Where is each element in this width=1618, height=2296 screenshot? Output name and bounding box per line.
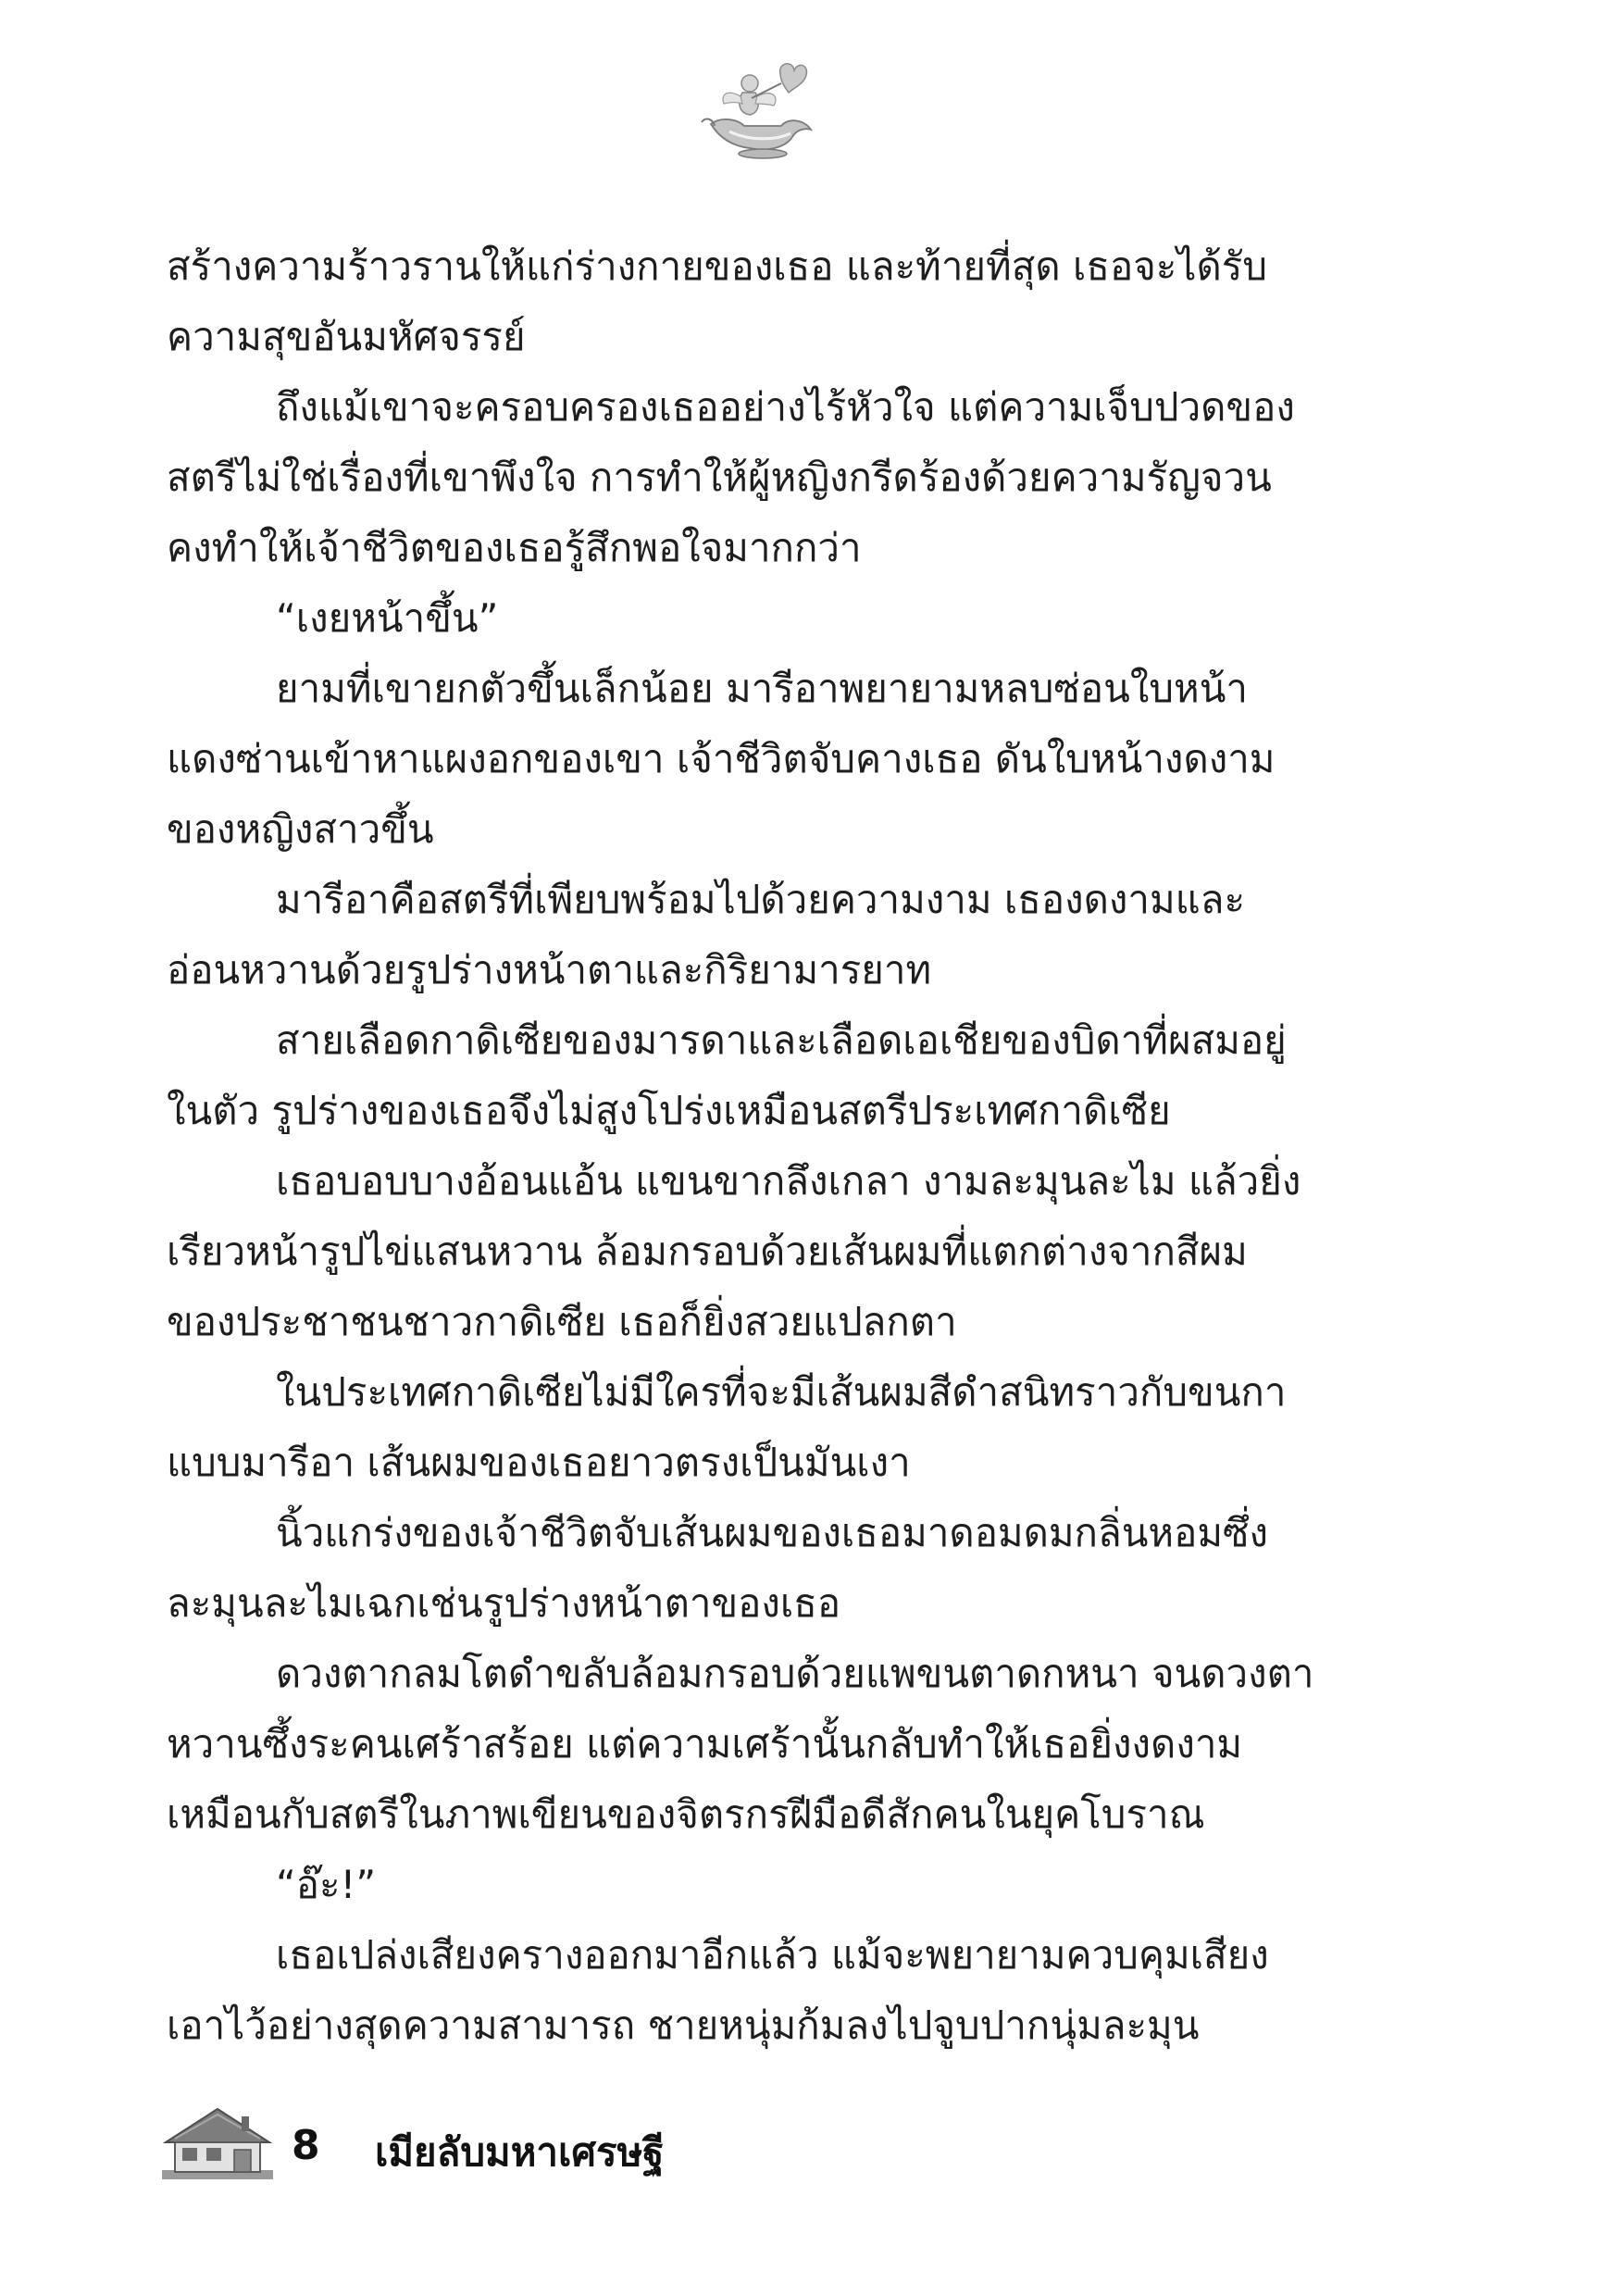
lamp-cupid-ornament-icon — [692, 56, 822, 167]
book-title: เมียลับมหาเศรษฐี — [375, 2129, 665, 2175]
text-line: มารีอาคือสตรีที่เพียบพร้อมไปด้วยความงาม เธองดงามและ — [276, 877, 1246, 922]
page-number: 8 — [292, 2122, 320, 2169]
text-line: “เงยหน้าขึ้น” — [276, 595, 499, 641]
text-line: คงทำให้เจ้าชีวิตของเธอรู้สึกพอใจมากกว่า — [167, 525, 862, 570]
house-icon — [162, 2102, 273, 2185]
text-line: ความสุขอันมหัศจรรย์ — [167, 314, 526, 359]
text-line: เธอบอบบางอ้อนแอ้น แขนขากลึงเกลา งามละมุนละไม แล้วยิ่ง — [276, 1158, 1301, 1204]
text-line: แบบมารีอา เส้นผมของเธอยาวตรงเป็นมันเงา — [167, 1440, 911, 1485]
text-line: เรียวหน้ารูปไข่แสนหวาน ล้อมกรอบด้วยเส้นผมที่แตกต่างจากสีผม — [167, 1229, 1248, 1274]
text-line: ละมุนละไมเฉกเช่นรูปร่างหน้าตาของเธอ — [167, 1580, 841, 1626]
text-line: นิ้วแกร่งของเจ้าชีวิตจับเส้นผมของเธอมาดอมดมกลิ่นหอมซึ่ง — [276, 1510, 1269, 1555]
text-line: ในตัว รูปร่างของเธอจึงไม่สูงโปร่งเหมือนสตรีประเทศกาดิเซีย — [167, 1088, 1171, 1133]
text-line: อ่อนหวานด้วยรูปร่างหน้าตาและกิริยามารยาท — [167, 947, 932, 992]
text-line: เหมือนกับสตรีในภาพเขียนของจิตรกรฝีมือดีสักคนในยุคโบราณ — [167, 1791, 1205, 1837]
text-line: แดงซ่านเข้าหาแผงอกของเขา เจ้าชีวิตจับคางเธอ ดันใบหน้างดงาม — [167, 736, 1276, 781]
text-line: ในประเทศกาดิเซียไม่มีใครที่จะมีเส้นผมสีดำสนิทราวกับขนกา — [276, 1369, 1287, 1415]
text-line: ยามที่เขายกตัวขึ้นเล็กน้อย มารีอาพยายามหลบซ่อนใบหน้า — [276, 666, 1249, 711]
text-line: เธอเปล่งเสียงครางออกมาอีกแล้ว แม้จะพยายามควบคุมเสียง — [276, 1932, 1269, 1978]
text-line: ของหญิงสาวขึ้น — [167, 806, 434, 852]
text-line: ของประชาชนชาวกาดิเซีย เธอก็ยิ่งสวยแปลกตา — [167, 1299, 957, 1344]
text-line: ถึงแม้เขาจะครอบครองเธออย่างไร้หัวใจ แต่ความเจ็บปวดของ — [276, 384, 1295, 430]
page-footer — [162, 2102, 1458, 2203]
text-line: หวานซึ้งระคนเศร้าสร้อย แต่ความเศร้านั้นกลับทำให้เธอยิ่งงดงาม — [167, 1721, 1243, 1766]
text-line: “อ๊ะ!” — [276, 1862, 377, 1907]
text-line: เอาไว้อย่างสุดความสามารถ ชายหนุ่มก้มลงไปจูบปากนุ่มละมุน — [167, 2003, 1200, 2048]
body-text — [167, 231, 1351, 2061]
text-line: สตรีไม่ใช่เรื่องที่เขาพึงใจ การทำให้ผู้หญิงกรีดร้องด้วยความรัญจวน — [167, 455, 1272, 500]
text-line: สายเลือดกาดิเซียของมารดาและเลือดเอเชียของบิดาที่ผสมอยู่ — [276, 1017, 1287, 1063]
text-line: ดวงตากลมโตดำขลับล้อมกรอบด้วยแพขนตาดกหนา จนดวงตา — [276, 1651, 1314, 1696]
text-line: สร้างความร้าวรานให้แก่ร่างกายของเธอ และท้ายที่สุด เธอจะได้รับ — [167, 243, 1267, 289]
